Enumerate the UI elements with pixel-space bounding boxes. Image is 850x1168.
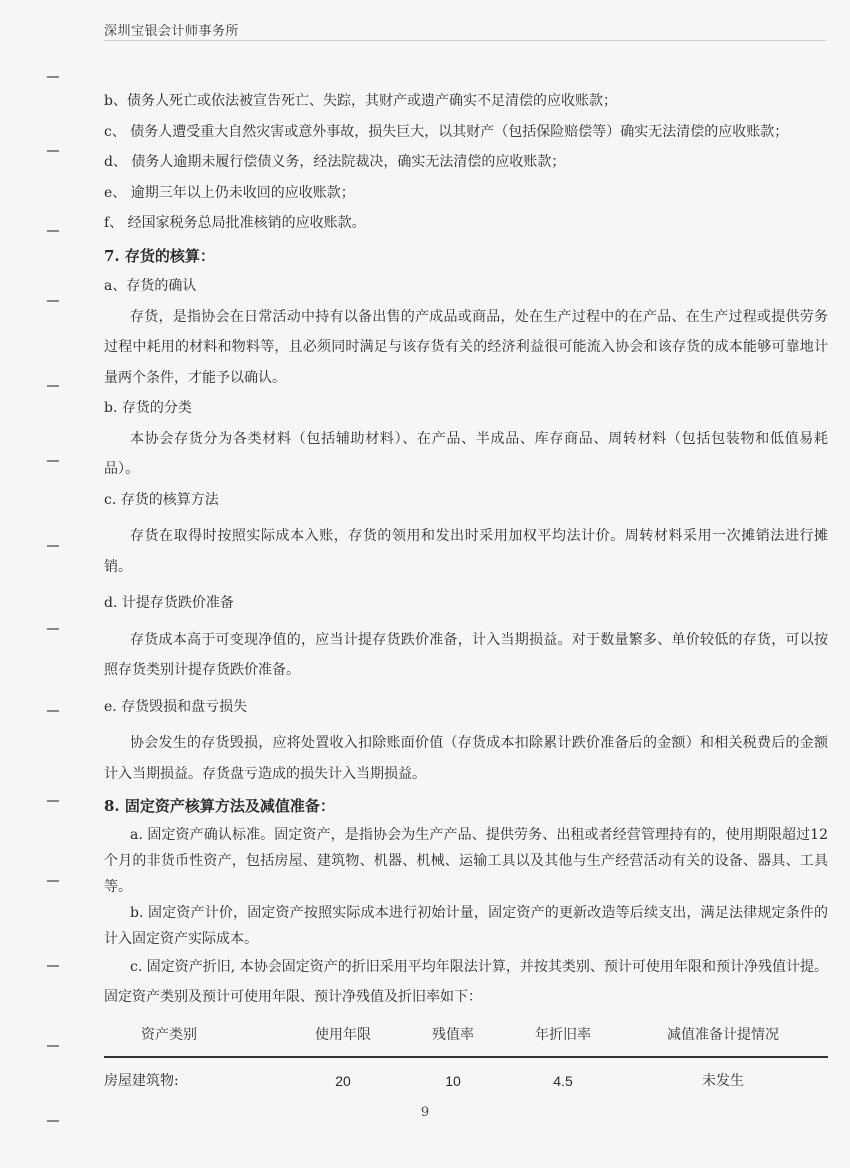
table-row — [104, 1057, 828, 1105]
table-cell: 20 — [335, 1073, 351, 1089]
section-heading-7: 7. 存货的核算： — [104, 246, 215, 265]
paragraph: 协会发生的存货毁损，应将处置收入扣除账面价值（存货成本扣除累计跌价准备后的金额）和相关税费后的金额计入当期损益。存货盘亏造成的损失计入当期损益。 — [104, 735, 828, 782]
column-header: 减值准备计提情况 — [618, 1016, 828, 1058]
table-cell: 房屋建筑物: — [104, 1073, 179, 1089]
page-number: 9 — [420, 1105, 430, 1120]
column-header: 资产类别 — [104, 1016, 234, 1058]
paragraph: c. 固定资产折旧, 本协会固定资产的折旧采用平均年限法计算，并按其类别、预计可使用年限和预计净残值计提。固定资产类别及预计可使用年限、预计净残值及折旧率如下： — [104, 958, 828, 1005]
list-item: d、 债务人逾期未履行偿债义务，经法院裁决，确实无法清偿的应收账款； — [104, 154, 566, 170]
list-item: c、 债务人遭受重大自然灾害或意外事故，损失巨大，以其财产（包括保险赔偿等）确实无法清偿的应收账款； — [104, 123, 789, 140]
table-cell: 未发生 — [702, 1073, 744, 1089]
depreciation-table — [104, 1016, 828, 1105]
column-header: 残值率 — [398, 1016, 508, 1058]
subheading: b. 存货的分类 — [104, 400, 192, 416]
subheading: a、存货的确认 — [104, 278, 197, 294]
column-header: 年折旧率 — [508, 1016, 618, 1058]
subheading: d. 计提存货跌价准备 — [104, 595, 234, 611]
page-header: 深圳宝银会计师事务所 — [104, 24, 240, 39]
header-divider — [104, 40, 826, 41]
table-header-row — [104, 1016, 828, 1058]
list-item: f、 经国家税务总局批准核销的应收账款。 — [104, 215, 366, 231]
main-content — [104, 86, 828, 1105]
paragraph: b. 固定资产计价，固定资产按照实际成本进行初始计量，固定资产的更新改造等后续支出，满足法律规定条件的计入固定资产实际成本。 — [104, 904, 828, 947]
list-item: b、债务人死亡或依法被宣告死亡、失踪，其财产或遗产确实不足清偿的应收账款； — [104, 93, 617, 109]
paragraph: 存货成本高于可变现净值的，应当计提存货跌价准备，计入当期损益。对于数量繁多、单价较低的存货，可以按照存货类别计提存货跌价准备。 — [104, 631, 828, 678]
paragraph: a. 固定资产确认标准。固定资产，是指协会为生产产品、提供劳务、出租或者经营管理持有的，使用期限超过12个月的非货币性资产，包括房屋、建筑物、机器、机械、运输工具以及其他与生产经营活动有关的设备、器具、工具等。 — [104, 826, 828, 895]
paragraph: 本协会存货分为各类材料（包括辅助材料）、在产品、半成品、库存商品、周转材料（包括包装物和低值易耗品）。 — [104, 430, 828, 477]
column-header: 使用年限 — [288, 1016, 398, 1058]
list-item: e、 逾期三年以上仍未收回的应收账款； — [104, 184, 355, 201]
paragraph: 存货，是指协会在日常活动中持有以备出售的产成品或商品，处在生产过程中的在产品、在生产过程或提供劳务过程中耗用的材料和物料等，且必须同时满足与该存货有关的经济利益很可能流入协会和该存货的成本能够可靠地计量两个条件，才能予以确认。 — [104, 308, 828, 386]
table-cell: 10 — [445, 1073, 461, 1089]
subheading: c. 存货的核算方法 — [104, 491, 219, 508]
paragraph: 存货在取得时按照实际成本入账，存货的领用和发出时采用加权平均法计价。周转材料采用一次摊销法进行摊销。 — [104, 528, 828, 575]
section-heading-8: 8. 固定资产核算方法及减值准备： — [104, 797, 335, 815]
subheading: e. 存货毁损和盘亏损失 — [104, 698, 248, 715]
table-cell: 4.5 — [553, 1073, 573, 1089]
